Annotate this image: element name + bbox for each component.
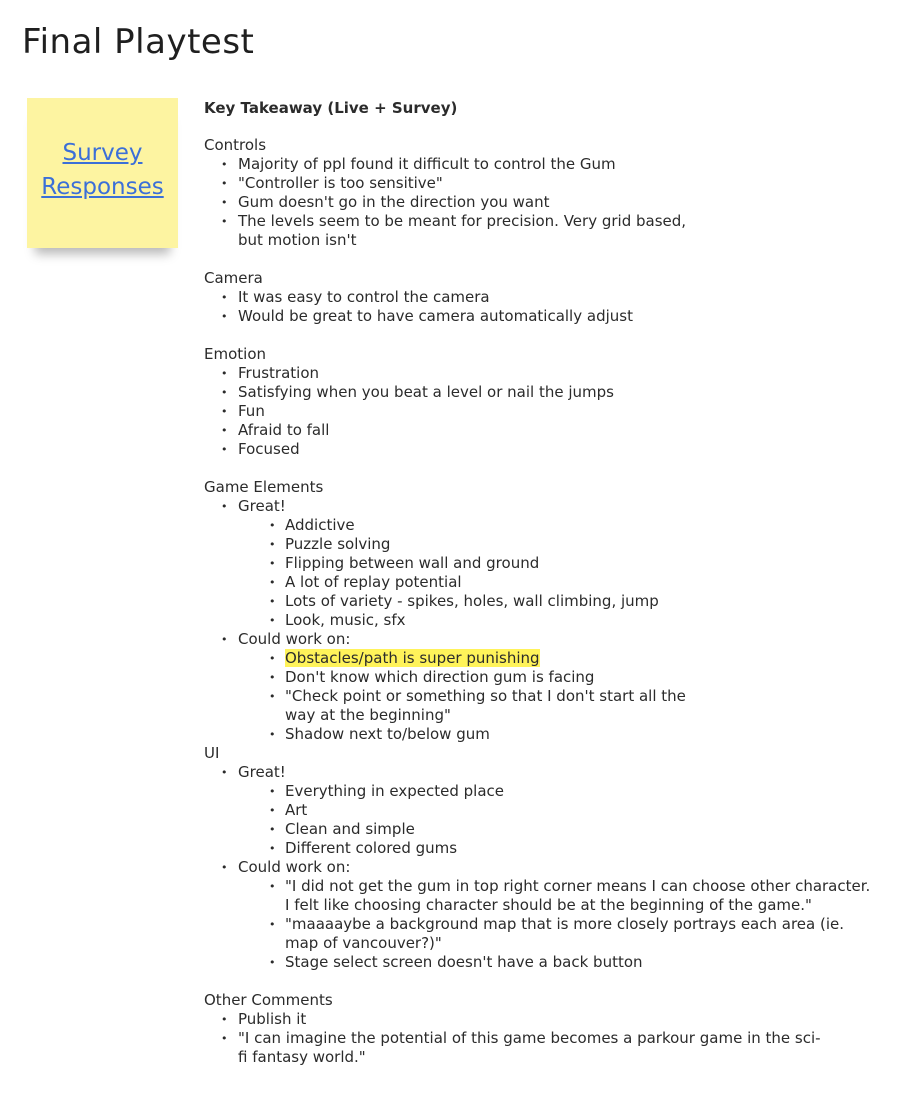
list-item: • Satisfying when you beat a level or nail the jumps bbox=[204, 383, 884, 402]
sticky-line-2[interactable]: Responses bbox=[41, 174, 164, 200]
list-item: • A lot of replay potential bbox=[238, 573, 884, 592]
list-item: • Shadow next to/below gum bbox=[238, 725, 884, 744]
section-ui bbox=[204, 744, 884, 972]
key-takeaway-heading: Key Takeaway (Live + Survey) bbox=[204, 99, 458, 117]
list-item: • Would be great to have camera automatically adjust bbox=[204, 307, 884, 326]
section-title-controls: Controls bbox=[204, 136, 267, 154]
list-item-line: way at the beginning" bbox=[285, 706, 451, 724]
list-item: • Afraid to fall bbox=[204, 421, 884, 440]
section-title-ui: UI bbox=[204, 744, 220, 762]
highlighted-text: Obstacles/path is super punishing bbox=[285, 649, 540, 667]
list-item: • Lots of variety - spikes, holes, wall climbing, jump bbox=[238, 592, 884, 611]
notes-content bbox=[204, 99, 884, 1067]
list-item: • Art bbox=[238, 801, 884, 820]
list-item-line: but motion isn't bbox=[238, 231, 357, 249]
page-title: Final Playtest bbox=[22, 22, 255, 62]
list-item: • Fun bbox=[204, 402, 884, 421]
list-item bbox=[204, 858, 884, 972]
great-label: Great! bbox=[238, 763, 286, 781]
section-title-emotion: Emotion bbox=[204, 345, 266, 363]
section-other-comments bbox=[204, 991, 884, 1067]
great-label: Great! bbox=[238, 497, 286, 515]
list-item: • Publish it bbox=[204, 1010, 884, 1029]
sticky-note[interactable] bbox=[27, 98, 178, 248]
list-item: • Look, music, sfx bbox=[238, 611, 884, 630]
list-item: • Don't know which direction gum is facing bbox=[238, 668, 884, 687]
list-item-text: • "I can imagine the potential of this game becomes a parkour game in the sci-fi fantasy world." bbox=[238, 1029, 821, 1066]
could-work-on-label: Could work on: bbox=[238, 630, 351, 648]
survey-responses-link[interactable] bbox=[27, 136, 178, 204]
list-item: • Stage select screen doesn't have a back button bbox=[238, 953, 884, 972]
list-item: • It was easy to control the camera bbox=[204, 288, 884, 307]
list-item bbox=[238, 687, 884, 725]
list-item: • Flipping between wall and ground bbox=[238, 554, 884, 573]
list-item bbox=[238, 877, 884, 915]
list-item: • "Controller is too sensitive" bbox=[204, 174, 884, 193]
list-item: • Majority of ppl found it difficult to control the Gum bbox=[204, 155, 884, 174]
section-controls bbox=[204, 136, 884, 250]
list-item bbox=[238, 915, 884, 953]
section-game-elements bbox=[204, 478, 884, 744]
list-item bbox=[204, 1029, 884, 1067]
list-item bbox=[204, 763, 884, 858]
list-item: • Clean and simple bbox=[238, 820, 884, 839]
list-item bbox=[204, 630, 884, 744]
list-item: • Different colored gums bbox=[238, 839, 884, 858]
section-title-other-comments: Other Comments bbox=[204, 991, 333, 1009]
list-item bbox=[204, 212, 884, 250]
list-item: • Everything in expected place bbox=[238, 782, 884, 801]
list-item-text: • "maaaaybe a background map that is more closely portrays each area (ie. map of vancouver?)" bbox=[285, 915, 845, 952]
list-item: • Gum doesn't go in the direction you want bbox=[204, 193, 884, 212]
could-work-on-label: Could work on: bbox=[238, 858, 351, 876]
section-title-game-elements: Game Elements bbox=[204, 478, 324, 496]
list-item-line: "Check point or something so that I don't start all the bbox=[285, 687, 686, 705]
list-item: • Puzzle solving bbox=[238, 535, 884, 554]
list-item: • Frustration bbox=[204, 364, 884, 383]
list-item: • Focused bbox=[204, 440, 884, 459]
list-item-line: The levels seem to be meant for precision. Very grid based, bbox=[238, 212, 687, 230]
sticky-line-1[interactable]: Survey bbox=[62, 140, 143, 166]
list-item: • Addictive bbox=[238, 516, 884, 535]
section-emotion bbox=[204, 345, 884, 459]
section-camera bbox=[204, 269, 884, 326]
list-item-text: • "I did not get the gum in top right corner means I can choose other character. I felt like choosing character should be at the beginning of the game." bbox=[285, 877, 871, 914]
list-item bbox=[204, 497, 884, 630]
section-title-camera: Camera bbox=[204, 269, 263, 287]
list-item bbox=[238, 649, 884, 668]
